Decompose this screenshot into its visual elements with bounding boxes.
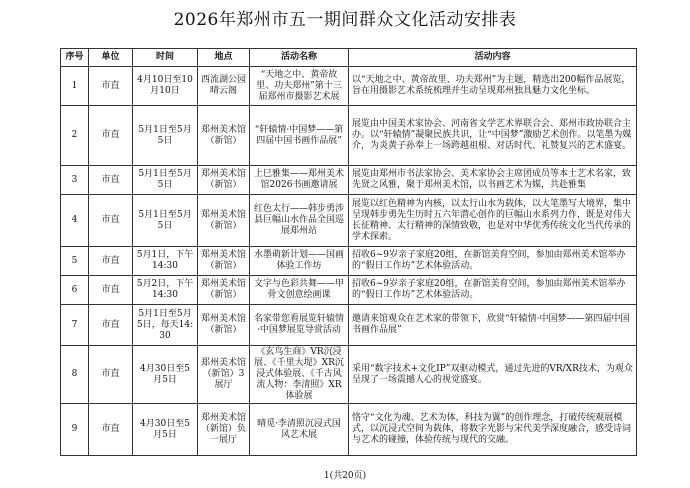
header-activity-name: 活动名称: [250, 49, 349, 67]
row-unit: 市直: [89, 276, 133, 305]
row-activity-name: “轩辕情·中国梦——第四届中国书画作品展”: [250, 106, 349, 166]
row-time: 5月2日，下午14:30: [133, 276, 198, 305]
row-activity-content: 招收6~9岁亲子家庭20组，在新馆美育空间，参加由郑州美术馆举办的“假日工作坊”艺术体验活动。: [349, 276, 637, 305]
row-activity-name: 水墨萌新计划——国画体验工作坊: [250, 247, 349, 276]
table-row: [61, 166, 637, 195]
row-place: 郑州美术馆（新馆）: [198, 305, 250, 346]
row-unit: 市直: [89, 346, 133, 404]
row-no: 1: [61, 67, 89, 106]
row-no: 8: [61, 346, 89, 404]
row-unit: 市直: [89, 247, 133, 276]
row-no: 6: [61, 276, 89, 305]
row-place: 郑州美术馆（新馆）: [198, 276, 250, 305]
row-place: 西流湖公园晴云阁: [198, 67, 250, 106]
row-activity-name: 晴觅·李清照沉浸式国风艺术展: [250, 404, 349, 456]
row-activity-content: 展览以红色精神为内核，以太行山水为载体，以大笔墨写大境界，集中呈现韩步勇先生历时五六年潜心创作的巨幅山水系列力作，既是对伟大长征精神、太行精神的深情致敬，也是对中华优秀传统文化当代传承的学术探索。: [349, 195, 637, 247]
row-activity-name: 文字与色彩共舞——甲骨文创意绘画课: [250, 276, 349, 305]
table-row: [61, 247, 637, 276]
table-row: [61, 195, 637, 247]
row-time: 4月30日至5月5日: [133, 404, 198, 456]
header-activity-content: 活动内容: [349, 49, 637, 67]
row-no: 4: [61, 195, 89, 247]
row-activity-content: 以“天地之中、黄帝故里、功夫郑州”为主题，精选出200幅作品展览，旨在用摄影艺术系统梳理并生动呈现郑州独具魅力文化坐标。: [349, 67, 637, 106]
row-time: 5月1日至5月5日，每天14:30: [133, 305, 198, 346]
row-place: 郑州美术馆（新馆）3展厅: [198, 346, 250, 404]
table-row: [61, 67, 637, 106]
row-unit: 市直: [89, 67, 133, 106]
row-unit: 市直: [89, 305, 133, 346]
row-place: 郑州美术馆（新馆）: [198, 195, 250, 247]
header-place: 地点: [198, 49, 250, 67]
row-no: 7: [61, 305, 89, 346]
row-place: 郑州美术馆（新馆）: [198, 247, 250, 276]
row-activity-name: “天地之中、黄帝故里、功夫郑州”第十三届郑州市摄影艺术展: [250, 67, 349, 106]
row-place: 郑州美术馆（新馆）负一展厅: [198, 404, 250, 456]
row-time: 5月1日至5月5日: [133, 106, 198, 166]
row-time: 5月1日至5月5日: [133, 166, 198, 195]
header-time: 时间: [133, 49, 198, 67]
page-title: 2026年郑州市五一期间群众文化活动安排表: [173, 10, 517, 30]
row-no: 2: [61, 106, 89, 166]
table-row: [61, 276, 637, 305]
row-no: 9: [61, 404, 89, 456]
row-time: 5月1日，下午14:30: [133, 247, 198, 276]
row-activity-name: 红色太行——韩步勇涉县巨幅山水作品全国巡展郑州站: [250, 195, 349, 247]
row-activity-content: 恪守“文化为魂、艺术为体，科技为翼”的创作理念，打破传统观展模式，以沉浸式空间为载体，将数字光影与宋代美学深度融合，感受诗词与艺术的碰撞，体验传统与现代的交融。: [349, 404, 637, 456]
activity-schedule-table: [60, 48, 637, 456]
header-no: 序号: [61, 49, 89, 67]
page-number: 1(共20页): [323, 471, 367, 481]
table-row: [61, 305, 637, 346]
row-time: 4月10日至10月10日: [133, 67, 198, 106]
row-no: 5: [61, 247, 89, 276]
row-activity-content: 展览由郑州市书法家协会、美术家协会主席团成员等本土艺术名家，致先贤之风雅，聚于郑州美术馆，以书画艺术为媒，共赴雅集: [349, 166, 637, 195]
row-activity-content: 招收6~9岁亲子家庭20组，在新馆美育空间，参加由郑州美术馆举办的“假日工作坊”艺术体验活动。: [349, 247, 637, 276]
row-unit: 市直: [89, 195, 133, 247]
row-time: 4月30日至5月5日: [133, 346, 198, 404]
table-row: [61, 106, 637, 166]
row-unit: 市直: [89, 106, 133, 166]
row-activity-content: 采用“数字技术+文化IP”双驱动模式，通过先进的VR/XR技术，为观众呈现了一场震撼人心的视觉盛宴。: [349, 346, 637, 404]
row-unit: 市直: [89, 166, 133, 195]
table-row: [61, 404, 637, 456]
table-header-row: [61, 49, 637, 67]
row-activity-name: 名家带您看展览轩辕情·中国梦展览导赏活动: [250, 305, 349, 346]
row-place: 郑州美术馆（新馆）: [198, 166, 250, 195]
row-time: 5月1日至5月5日: [133, 195, 198, 247]
table-row: [61, 346, 637, 404]
row-activity-name: 上巳雅集——郑州美术馆2026书画邀请展: [250, 166, 349, 195]
row-place: 郑州美术馆（新馆）: [198, 106, 250, 166]
header-unit: 单位: [89, 49, 133, 67]
row-activity-content: 展览由中国美术家协会、河南省文学艺术界联合会、郑州市政协联合主办。以“轩辕情”凝聚民族共识，让“中国梦”激励艺术创作。以笔墨为媒介，为炎黄子孙奉上一场跨越祖根、对话时代、礼赞复兴的艺术盛宴。: [349, 106, 637, 166]
row-activity-content: 邀请来馆观众在艺术家的带领下，欣赏“轩辕情·中国梦——第四届中国书画作品展”: [349, 305, 637, 346]
row-no: 3: [61, 166, 89, 195]
row-activity-name: 《玄鸟生商》VR沉浸展、《千里大堤》XR沉浸式体验展、《千古风流人物：李清照》XR体验展: [250, 346, 349, 404]
row-unit: 市直: [89, 404, 133, 456]
